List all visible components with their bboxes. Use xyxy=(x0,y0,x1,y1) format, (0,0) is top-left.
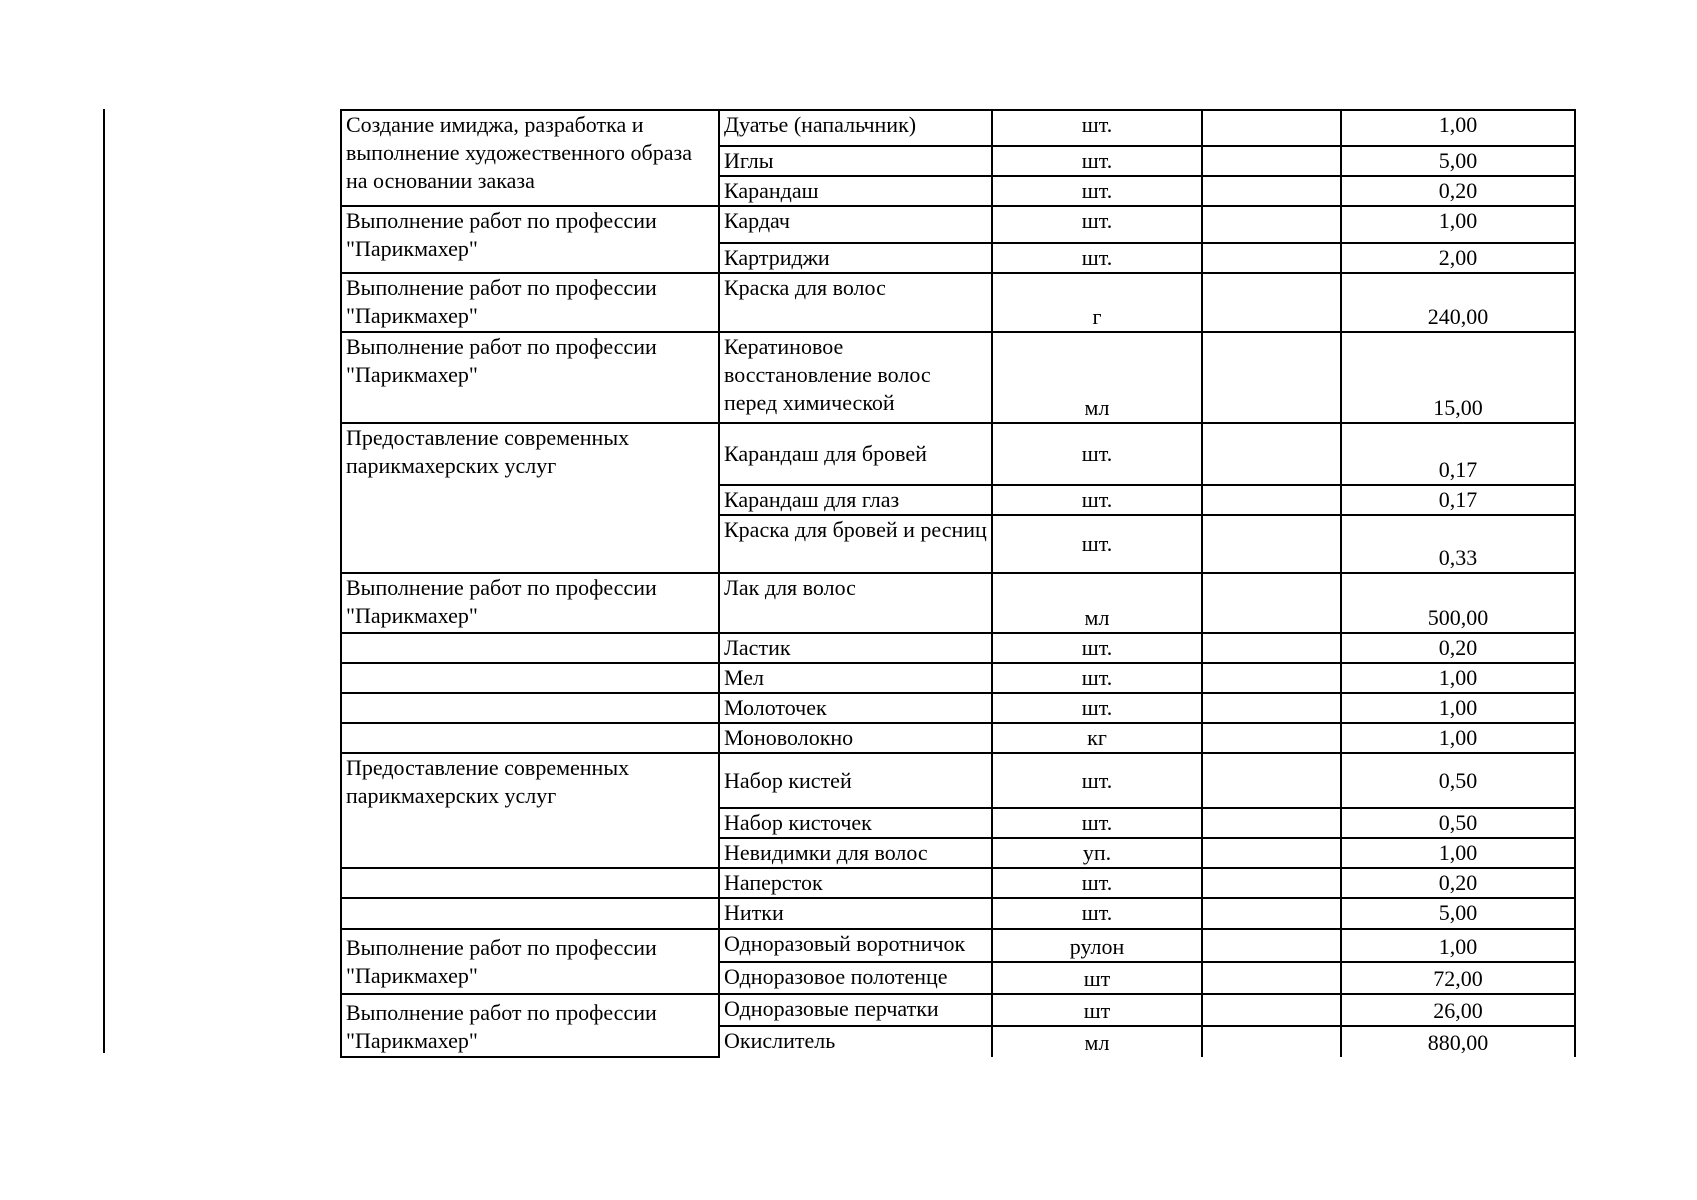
unit-cell: шт. xyxy=(992,423,1202,485)
quantity-cell: 72,00 xyxy=(1341,962,1575,994)
material-name: Набор кисточек xyxy=(719,808,992,838)
material-name: Молоточек xyxy=(719,693,992,723)
unit-cell: шт. xyxy=(992,485,1202,515)
work-description: Предоставление современных парикмахерских услуг xyxy=(341,423,719,573)
unit-cell: шт. xyxy=(992,206,1202,243)
quantity-cell: 0,20 xyxy=(1341,868,1575,898)
quantity-cell: 1,00 xyxy=(1341,110,1575,146)
quantity-cell: 1,00 xyxy=(1341,723,1575,753)
quantity-cell: 0,50 xyxy=(1341,753,1575,808)
empty-cell xyxy=(1202,663,1341,693)
quantity-cell: 2,00 xyxy=(1341,243,1575,273)
unit-cell: шт. xyxy=(992,633,1202,663)
materials-table xyxy=(340,109,1576,1058)
quantity-cell: 500,00 xyxy=(1341,573,1575,633)
material-name: Окислитель xyxy=(719,1026,992,1057)
table-row xyxy=(341,206,1575,243)
work-description xyxy=(341,868,719,898)
quantity-cell: 0,17 xyxy=(1341,423,1575,485)
quantity-cell: 5,00 xyxy=(1341,898,1575,929)
unit-cell: шт. xyxy=(992,663,1202,693)
empty-cell xyxy=(1202,868,1341,898)
material-name: Ластик xyxy=(719,633,992,663)
empty-cell xyxy=(1202,723,1341,753)
unit-cell: шт. xyxy=(992,693,1202,723)
material-name: Иглы xyxy=(719,146,992,176)
empty-cell xyxy=(1202,898,1341,929)
table-row xyxy=(341,633,1575,663)
quantity-cell: 0,20 xyxy=(1341,176,1575,206)
work-description: Выполнение работ по профессии "Парикмахер" xyxy=(341,332,719,423)
unit-cell: шт. xyxy=(992,868,1202,898)
unit-cell: кг xyxy=(992,723,1202,753)
quantity-cell: 1,00 xyxy=(1341,929,1575,962)
quantity-cell: 15,00 xyxy=(1341,332,1575,423)
material-name: Одноразовые перчатки xyxy=(719,994,992,1026)
material-name: Краска для волос xyxy=(719,273,992,332)
unit-cell: шт. xyxy=(992,808,1202,838)
unit-cell: г xyxy=(992,273,1202,332)
quantity-cell: 0,50 xyxy=(1341,808,1575,838)
material-name: Невидимки для волос xyxy=(719,838,992,868)
empty-cell xyxy=(1202,753,1341,808)
material-name: Одноразовый воротничок xyxy=(719,929,992,962)
work-description xyxy=(341,633,719,663)
work-description: Выполнение работ по профессии "Парикмахер" xyxy=(341,573,719,633)
unit-cell: мл xyxy=(992,573,1202,633)
table-row xyxy=(341,110,1575,146)
material-name: Карандаш для глаз xyxy=(719,485,992,515)
unit-cell: шт xyxy=(992,994,1202,1026)
quantity-cell: 26,00 xyxy=(1341,994,1575,1026)
empty-cell xyxy=(1202,423,1341,485)
material-name: Одноразовое полотенце xyxy=(719,962,992,994)
table-row xyxy=(341,663,1575,693)
empty-cell xyxy=(1202,206,1341,243)
material-name: Дуатье (напальчник) xyxy=(719,110,992,146)
empty-cell xyxy=(1202,485,1341,515)
material-name: Карандаш xyxy=(719,176,992,206)
table-row xyxy=(341,898,1575,929)
table-row xyxy=(341,868,1575,898)
empty-cell xyxy=(1202,1026,1341,1057)
table-row xyxy=(341,332,1575,423)
quantity-cell: 1,00 xyxy=(1341,663,1575,693)
work-description: Выполнение работ по профессии "Парикмахер" xyxy=(341,929,719,994)
unit-cell: шт. xyxy=(992,146,1202,176)
unit-cell: шт. xyxy=(992,243,1202,273)
unit-cell: шт xyxy=(992,962,1202,994)
empty-cell xyxy=(1202,273,1341,332)
material-name: Кератиновое восстановление волос перед химической xyxy=(719,332,992,423)
table-row xyxy=(341,929,1575,962)
material-name: Наперсток xyxy=(719,868,992,898)
empty-cell xyxy=(1202,146,1341,176)
material-name: Лак для волос xyxy=(719,573,992,633)
work-description: Создание имиджа, разработка и выполнение художественного образа на основании заказа xyxy=(341,110,719,206)
table-row xyxy=(341,693,1575,723)
material-name: Картриджи xyxy=(719,243,992,273)
unit-cell: шт. xyxy=(992,515,1202,573)
unit-cell: шт. xyxy=(992,176,1202,206)
quantity-cell: 0,20 xyxy=(1341,633,1575,663)
empty-cell xyxy=(1202,838,1341,868)
material-name: Набор кистей xyxy=(719,753,992,808)
table-row xyxy=(341,994,1575,1026)
empty-cell xyxy=(1202,693,1341,723)
quantity-cell: 1,00 xyxy=(1341,693,1575,723)
empty-cell xyxy=(1202,110,1341,146)
empty-cell xyxy=(1202,176,1341,206)
empty-cell xyxy=(1202,633,1341,663)
table-row xyxy=(341,573,1575,633)
work-description: Предоставление современных парикмахерских услуг xyxy=(341,753,719,868)
empty-cell xyxy=(1202,332,1341,423)
quantity-cell: 240,00 xyxy=(1341,273,1575,332)
quantity-cell: 0,17 xyxy=(1341,485,1575,515)
work-description xyxy=(341,723,719,753)
material-name: Карандаш для бровей xyxy=(719,423,992,485)
material-name: Нитки xyxy=(719,898,992,929)
quantity-cell: 5,00 xyxy=(1341,146,1575,176)
empty-cell xyxy=(1202,243,1341,273)
work-description: Выполнение работ по профессии "Парикмахер" xyxy=(341,994,719,1057)
table-row xyxy=(341,753,1575,808)
quantity-cell: 1,00 xyxy=(1341,838,1575,868)
unit-cell: рулон xyxy=(992,929,1202,962)
empty-cell xyxy=(1202,573,1341,633)
empty-cell xyxy=(1202,962,1341,994)
unit-cell: мл xyxy=(992,1026,1202,1057)
table-row xyxy=(341,723,1575,753)
unit-cell: мл xyxy=(992,332,1202,423)
material-name: Краска для бровей и ресниц xyxy=(719,515,992,573)
quantity-cell: 0,33 xyxy=(1341,515,1575,573)
empty-cell xyxy=(1202,994,1341,1026)
work-description: Выполнение работ по профессии "Парикмахер" xyxy=(341,273,719,332)
work-description xyxy=(341,898,719,929)
unit-cell: шт. xyxy=(992,110,1202,146)
material-name: Кардач xyxy=(719,206,992,243)
empty-cell xyxy=(1202,515,1341,573)
material-name: Моноволокно xyxy=(719,723,992,753)
left-border-line xyxy=(103,109,105,1053)
quantity-cell: 1,00 xyxy=(1341,206,1575,243)
work-description xyxy=(341,693,719,723)
empty-cell xyxy=(1202,929,1341,962)
table-row xyxy=(341,423,1575,485)
work-description: Выполнение работ по профессии "Парикмахер" xyxy=(341,206,719,273)
unit-cell: шт. xyxy=(992,898,1202,929)
unit-cell: уп. xyxy=(992,838,1202,868)
material-name: Мел xyxy=(719,663,992,693)
table-row xyxy=(341,273,1575,332)
empty-cell xyxy=(1202,808,1341,838)
quantity-cell: 880,00 xyxy=(1341,1026,1575,1057)
work-description xyxy=(341,663,719,693)
unit-cell: шт. xyxy=(992,753,1202,808)
